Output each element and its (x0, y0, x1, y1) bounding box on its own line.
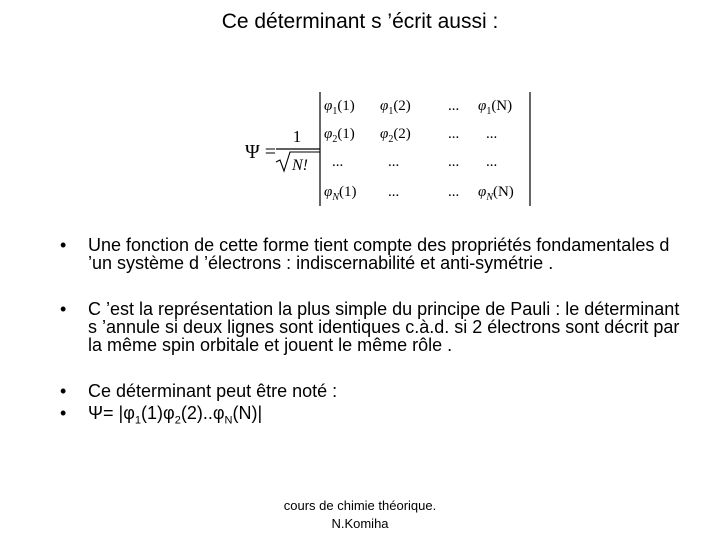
phi-symbol: φ (212, 403, 225, 423)
notation-equals: = | (103, 403, 124, 423)
bullet-item (60, 236, 680, 272)
matrix-cell: $\varphi_1(1)$ (324, 98, 355, 117)
matrix-cell: ... (486, 126, 498, 142)
determinant-matrix (324, 98, 514, 203)
notation-arg-2: (2).. (180, 403, 213, 423)
bullet-text: Ce déterminant peut être noté : (88, 381, 338, 401)
phi-symbol: φ (123, 403, 135, 423)
formula-prefactor-numerator: 1 (292, 127, 302, 146)
matrix-cell: ... (388, 154, 400, 170)
notation-arg-1: (1) (141, 403, 164, 423)
bullet-marker: • (60, 381, 67, 401)
formula-prefactor-denominator: N! (292, 157, 308, 174)
bullet-list (60, 235, 680, 427)
bullet-text: C ’est la représentation la plus simple du principe de Pauli : le déterminant s ’annule si deux lignes sont identiques c.à.d. si 2 électrons sont décrit par la même spin orbitale et jouent le même rôle . (88, 299, 680, 355)
subscript-1: 1 (134, 414, 142, 427)
notation-arg-n: (N)| (232, 403, 263, 423)
matrix-cell: ... (448, 126, 460, 142)
phi-symbol: φ (163, 403, 175, 423)
matrix-cell: $\varphi_2(2)$ (380, 126, 411, 145)
slater-determinant-formula (240, 88, 540, 213)
bullet-marker: • (60, 403, 67, 423)
footer-author: N.Komiha (331, 516, 389, 531)
subscript-2: 2 (174, 414, 181, 427)
bullet-text: Une fonction de cette forme tient compte des propriétés fondamentales d ’un système d ’électrons : indiscernabilité et anti-symétrie . (88, 235, 670, 273)
subscript-n: N (224, 414, 233, 427)
bullet-marker: • (60, 235, 67, 255)
matrix-cell: ... (448, 184, 460, 200)
matrix-cell: ... (448, 98, 460, 114)
bullet-item (60, 300, 680, 354)
matrix-cell: $\varphi_1(2)$ (380, 98, 411, 117)
matrix-cell: $\varphi_2(1)$ (324, 126, 355, 145)
psi-symbol: Ψ (88, 403, 104, 423)
slater-notation (88, 403, 263, 427)
formula-lhs: Ψ = (245, 141, 277, 163)
matrix-cell: ... (388, 184, 400, 200)
matrix-cell: $\varphi_1(N)$ (478, 98, 513, 117)
bullet-item (60, 382, 680, 400)
footer-course: cours de chimie théorique. (283, 498, 437, 513)
matrix-cell: ... (332, 154, 344, 170)
bullet-item-notation (60, 403, 680, 427)
matrix-cell: $\varphi_N(N)$ (478, 184, 514, 203)
bullet-marker: • (60, 299, 67, 319)
matrix-cell: ... (448, 154, 460, 170)
footer (260, 497, 460, 533)
matrix-cell: ... (486, 154, 498, 170)
matrix-cell: $\varphi_N(1)$ (324, 184, 357, 203)
slide-title: Ce déterminant s ’écrit aussi : (221, 10, 499, 33)
